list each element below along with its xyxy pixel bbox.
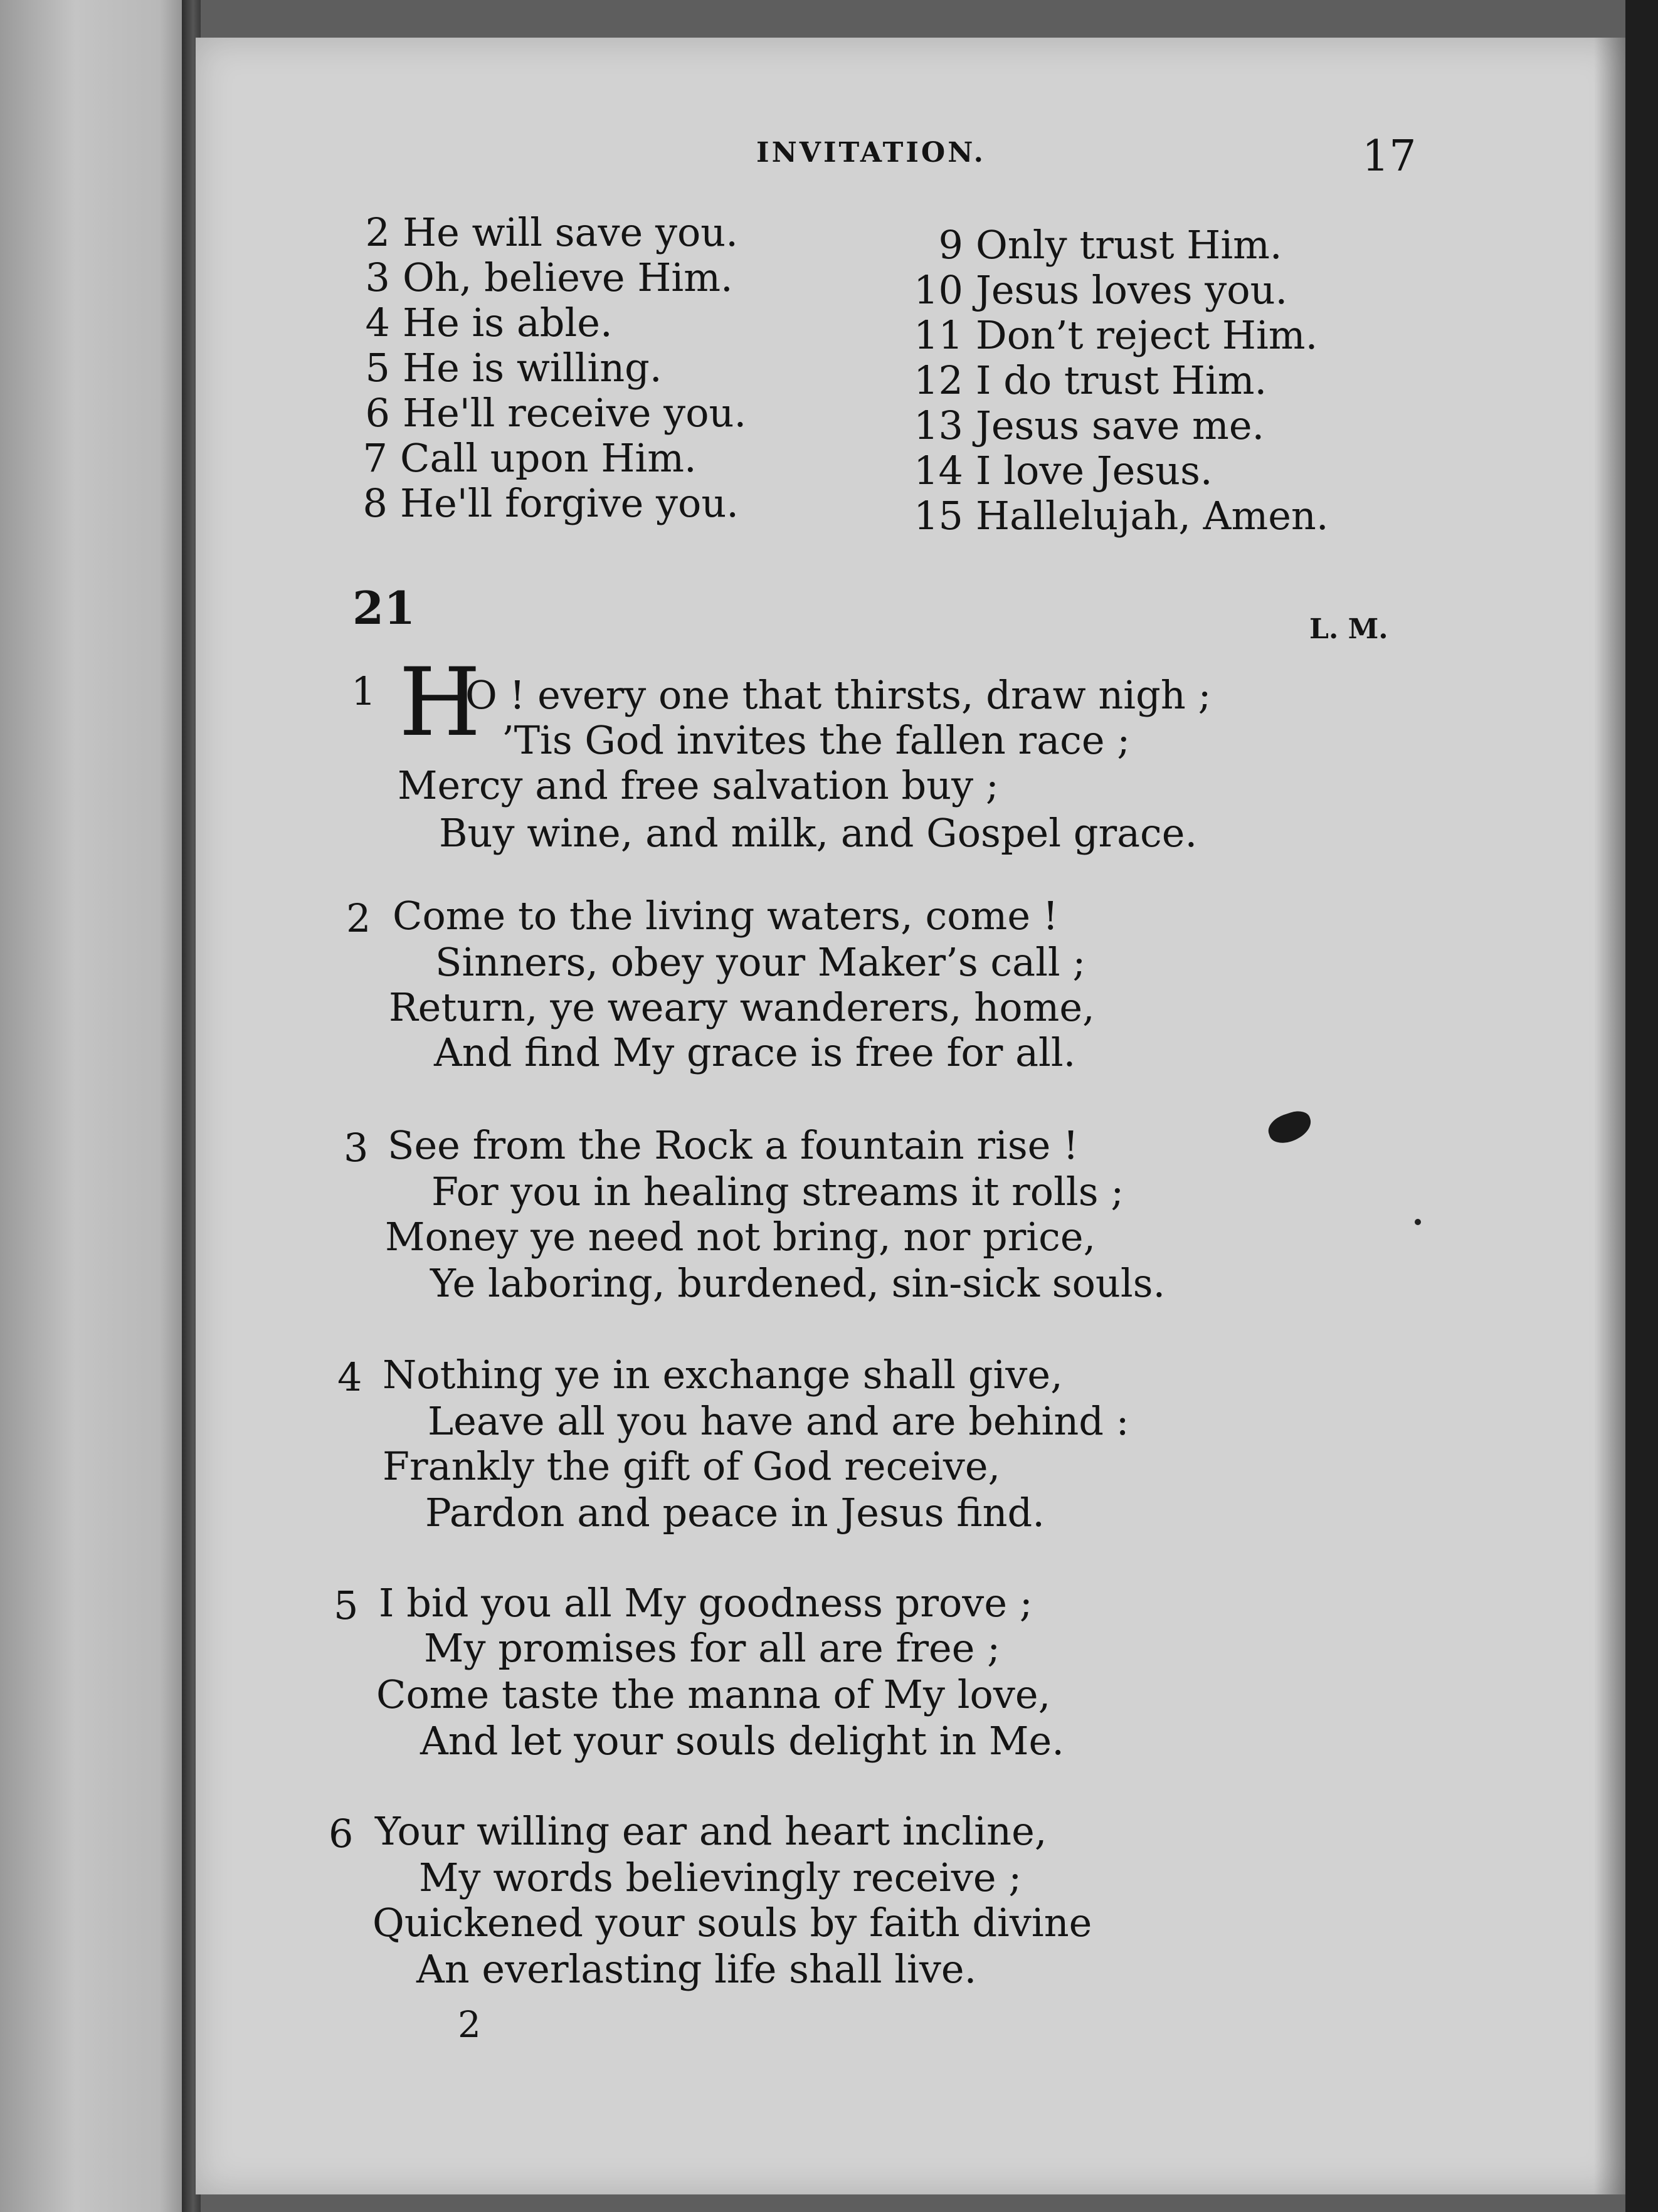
verse-number: 5 [334,1583,359,1628]
list-item: 7 Call upon Him. [362,435,697,481]
verse-line: See from the Rock a fountain rise ! [388,1122,1079,1168]
verse-line: Sinners, obey your Maker’s call ; [435,939,1086,985]
verse-line: Nothing ye in exchange shall give, [383,1352,1063,1398]
page-number: 17 [1362,132,1417,181]
signature-mark: 2 [458,2003,481,2046]
list-item: 9 Only trust Him. [938,222,1282,268]
verse-line: Return, ye weary wanderers, home, [389,984,1095,1030]
verse-number: 6 [329,1811,354,1856]
verse-number: 4 [337,1354,362,1400]
verse-number: 1 [351,668,376,714]
list-item: 6 He'll receive you. [365,390,747,436]
verse-line: My promises for all are free ; [424,1625,1001,1671]
list-item: 10 Jesus loves you. [914,267,1288,313]
list-item: 8 He'll forgive you. [362,480,739,526]
hymn-meter: L. M. [1309,613,1388,645]
verse-line: ’Tis God invites the fallen race ; [502,717,1131,763]
list-item: 3 Oh, believe Him. [365,255,733,300]
verse-line: Quickened your souls by faith divine [372,1900,1092,1946]
verse-line: I bid you all My goodness prove ; [379,1580,1033,1626]
verse-line: And let your souls delight in Me. [420,1718,1064,1764]
list-item: 14 I love Jesus. [914,448,1213,493]
list-item: 13 Jesus save me. [914,403,1265,448]
ink-speck [1415,1219,1421,1225]
verse-line: Money ye need not bring, nor price, [385,1214,1096,1260]
hymn-number: 21 [352,581,416,635]
verse-line: O ! every one that thirsts, draw nigh ; [465,672,1212,718]
verse-line: Ye laboring, burdened, sin-sick souls. [430,1260,1166,1306]
verse-line: And find My grace is free for all. [434,1030,1076,1075]
verse-line: For you in healing streams it rolls ; [431,1169,1124,1214]
verse-line: Come to the living waters, come ! [393,893,1059,939]
verse-line: Frankly the gift of God receive, [383,1443,1001,1489]
list-item: 2 He will save you. [365,209,738,255]
list-item: 11 Don’t reject Him. [914,312,1318,358]
verse-number: 2 [346,895,371,941]
verse-line: Leave all you have and are behind : [428,1398,1129,1444]
list-item: 15 Hallelujah, Amen. [914,493,1329,539]
verse-line: Pardon and peace in Jesus find. [425,1490,1045,1535]
list-item: 5 He is willing. [365,345,662,391]
verse-line: My words believingly receive ; [419,1855,1022,1900]
list-item: 4 He is able. [365,300,613,345]
verse-line: An everlasting life shall live. [416,1946,977,1992]
previous-page-edge [0,0,188,2212]
verse-line: Come taste the manna of My love, [376,1672,1051,1717]
verse-line: Buy wine, and milk, and Gospel grace. [439,810,1198,856]
list-item: 12 I do trust Him. [914,357,1267,403]
verse-line: Your willing ear and heart incline, [375,1808,1047,1854]
drop-cap: H [399,648,481,757]
verse-number: 3 [344,1125,369,1171]
verse-line: Mercy and free salvation buy ; [398,762,999,808]
scan-dark-border [1625,0,1658,2212]
running-head: INVITATION. [756,137,986,169]
